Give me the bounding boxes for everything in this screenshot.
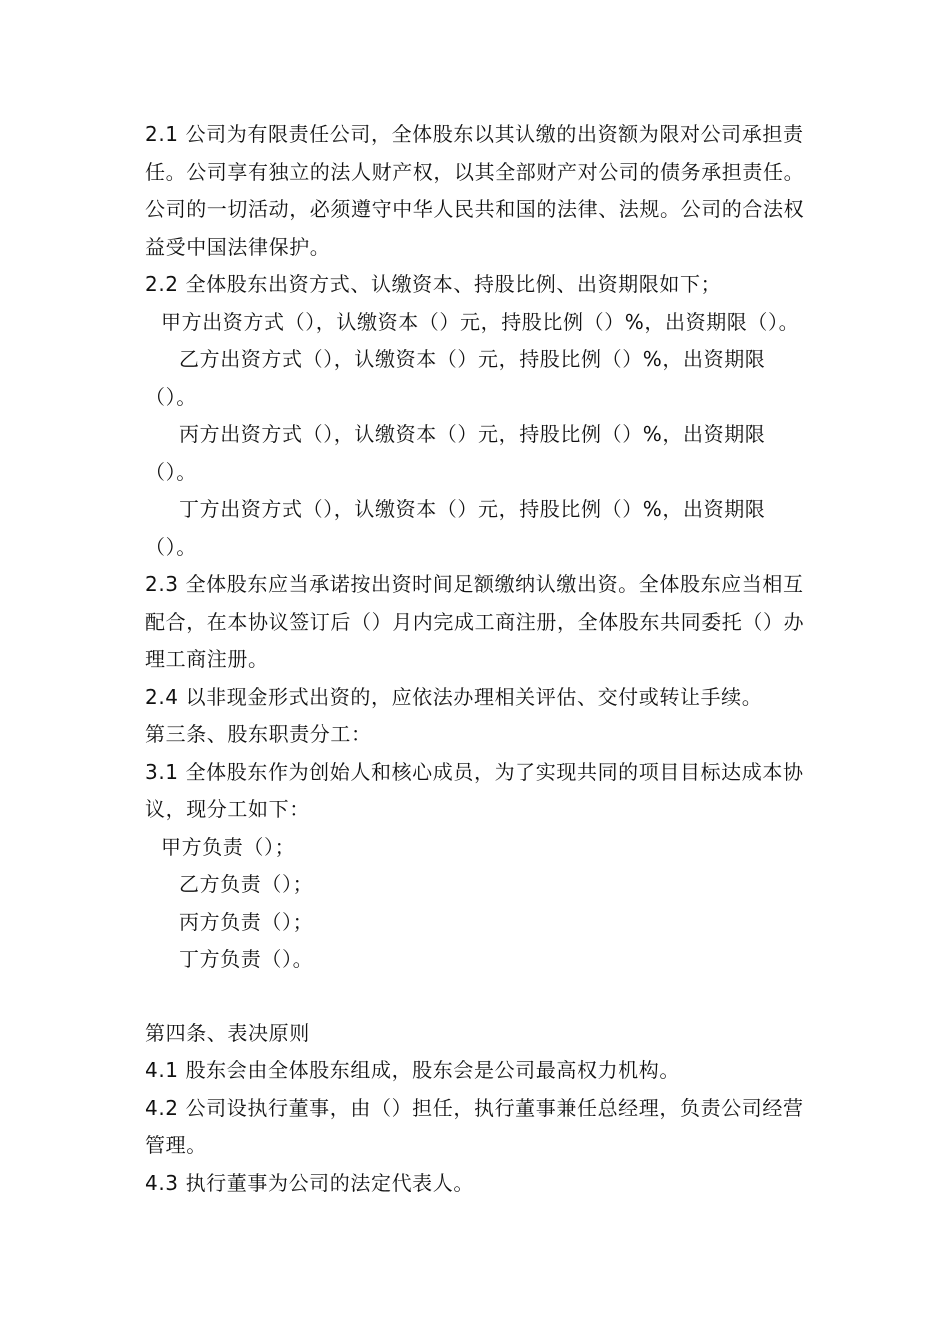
clause-2-4: 2.4 以非现金形式出资的，应依法办理相关评估、交付或转让手续。 [145, 684, 763, 709]
clause-3-1: 3.1 全体股东作为创始人和核心成员，为了实现共同的项目目标达成本协议，现分工如下： [145, 759, 804, 821]
party-b-duty: 乙方负责（）； [179, 872, 314, 896]
document-body [145, 116, 810, 1202]
article-3-heading: 第三条、股东职责分工： [145, 722, 372, 746]
clause-2-2: 2.2 全体股东出资方式、认缴资本、持股比例、出资期限如下； [145, 272, 722, 296]
paragraph-gap [145, 979, 810, 1015]
party-b-contribution: 乙方出资方式（），认缴资本（）元，持股比例（）%，出资期限（）。 [145, 347, 766, 409]
clause-2-1: 2.1 公司为有限责任公司，全体股东以其认缴的出资额为限对公司承担责任。公司享有独立的法人财产权，以其全部财产对公司的债务承担责任。公司的一切活动，必须遵守中华人民共和国的法律、法规。公司的合法权益受中国法律保护。 [145, 122, 805, 259]
party-d-duty: 丁方负责（）。 [179, 947, 314, 971]
party-a-duty: 甲方负责（）； [161, 834, 296, 859]
clause-4-1: 4.1 股东会由全体股东组成，股东会是公司最高权力机构。 [145, 1058, 680, 1082]
clause-4-2: 4.2 公司设执行董事，由（）担任，执行董事兼任总经理，负责公司经营管理。 [145, 1095, 804, 1157]
clause-4-3: 4.3 执行董事为公司的法定代表人。 [145, 1170, 474, 1195]
party-c-duty: 丙方负责（）； [179, 909, 314, 934]
clause-2-3: 2.3 全体股东应当承诺按出资时间足额缴纳认缴出资。全体股东应当相互配合，在本协议签订后（）月内完成工商注册，全体股东共同委托（）办理工商注册。 [145, 572, 805, 671]
party-d-contribution: 丁方出资方式（），认缴资本（）元，持股比例（）%，出资期限（）。 [145, 497, 766, 559]
party-a-contribution: 甲方出资方式（），认缴资本（）元，持股比例（）%，出资期限（）。 [161, 309, 800, 334]
party-c-contribution: 丙方出资方式（），认缴资本（）元，持股比例（）%，出资期限（）。 [145, 422, 766, 484]
article-4-heading: 第四条、表决原则 [145, 1020, 310, 1045]
